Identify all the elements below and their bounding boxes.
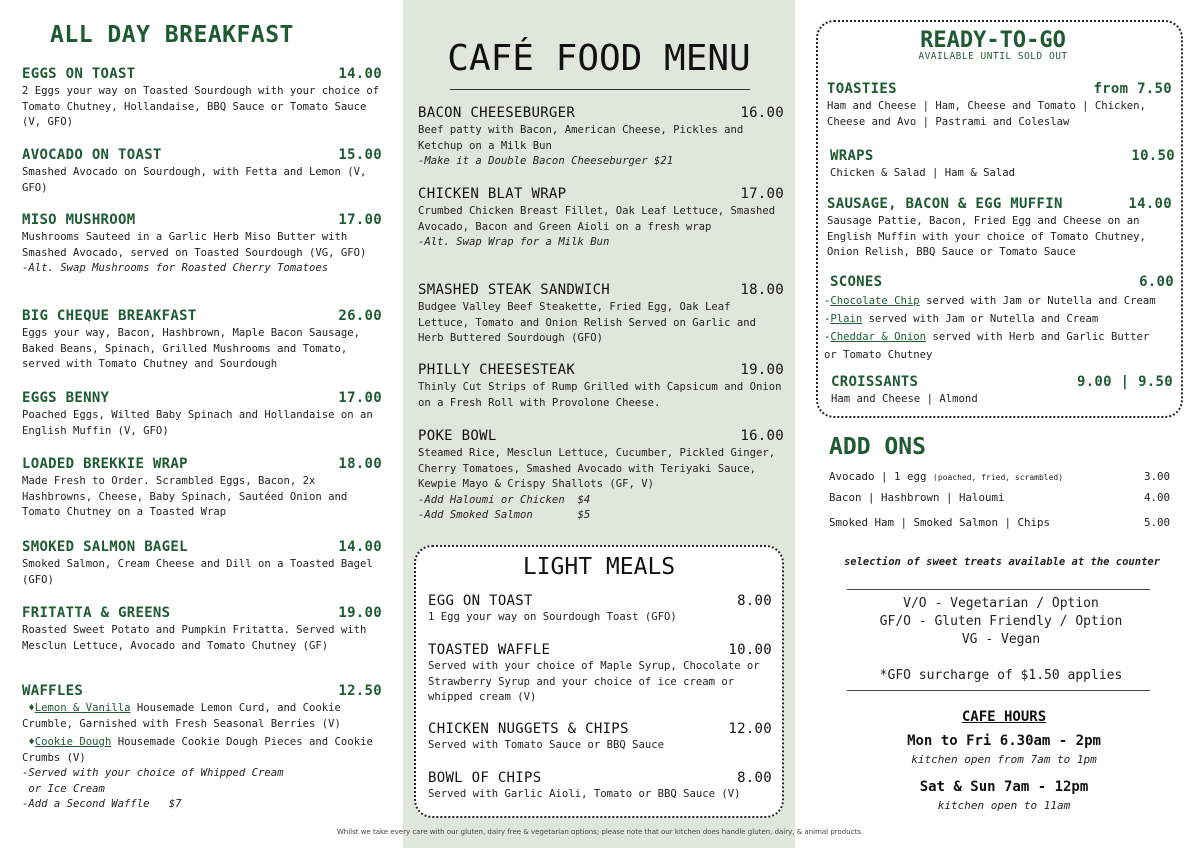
item-price: 10.00 bbox=[728, 642, 772, 658]
dash: - bbox=[824, 313, 831, 325]
item-description: Thinly Cut Strips of Rump Grilled with Capsicum and Onion on a Fresh Roll with Provolone Cheese. bbox=[418, 381, 782, 409]
waffle-option-desc: Housemade Lemon Curd, and Cookie Crumble, Garnished with Fresh Seasonal Berries (V) bbox=[22, 702, 341, 730]
waffle-option-cookie-dough bbox=[22, 735, 382, 766]
addon-price: 5.00 bbox=[1143, 516, 1170, 529]
item-name: SMASHED STEAK SANDWICH bbox=[418, 282, 611, 298]
scone-option-desc: served with Jam or Nutella and Cream bbox=[862, 313, 1099, 325]
addon-price: 4.00 bbox=[1143, 491, 1170, 504]
scone-option-name: Cheddar & Onion bbox=[830, 331, 927, 343]
item-name: TOASTIES bbox=[827, 81, 897, 97]
item-price: 18.00 bbox=[740, 282, 784, 298]
item-price: 12.50 bbox=[338, 683, 382, 699]
diamond-bullet-icon: ♦ bbox=[28, 702, 35, 714]
item-description: Budgee Valley Beef Steakette, Fried Egg, Oak Leaf Lettuce, Tomato and Onion Relish Served on Garlic and Herb Buttered Sourdough (GFO) bbox=[418, 301, 757, 344]
waffle-option-name: Lemon & Vanilla bbox=[34, 702, 131, 714]
item-name: LOADED BREKKIE WRAP bbox=[22, 456, 188, 472]
menu-item-smoked-salmon-bagel bbox=[22, 539, 382, 588]
item-price: 17.00 bbox=[740, 186, 784, 202]
waffle-note: -Served with your choice of Whipped Cream bbox=[22, 767, 284, 779]
menu-item-eggs-benny bbox=[22, 390, 382, 439]
item-description: Made Fresh to Order. Scrambled Eggs, Bacon, 2x Hashbrowns, Cheese, Baby Spinach, Sautéed Onion and Tomato Chutney on a Toasted Wrap bbox=[22, 475, 348, 518]
item-description: Served with Tomato Sauce or BBQ Sauce bbox=[428, 739, 664, 751]
item-alternative: -Alt. Swap Mushrooms for Roasted Cherry Tomatoes bbox=[22, 262, 329, 274]
item-description: Beef patty with Bacon, American Cheese, Pickles and Ketchup on a Milk Bun bbox=[418, 124, 744, 152]
light-item-egg-on-toast bbox=[428, 593, 772, 626]
weekday-hours: Mon to Fri 6.30am - 2pm bbox=[907, 733, 1101, 749]
addon-price: 3.00 bbox=[1143, 470, 1170, 483]
item-name: BIG CHEQUE BREAKFAST bbox=[22, 308, 197, 324]
addon-row bbox=[829, 516, 1170, 529]
dash: - bbox=[824, 295, 831, 307]
item-price: 10.50 bbox=[1131, 148, 1175, 164]
menu-item-smashed-steak-sandwich bbox=[418, 282, 784, 347]
divider bbox=[847, 690, 1150, 691]
item-description: 2 Eggs your way on Toasted Sourdough with your choice of Tomato Chutney, Hollandaise, BBQ Sauce or Tomato Sauce (V, GFO) bbox=[22, 85, 380, 128]
dash: - bbox=[824, 331, 831, 343]
item-name: WRAPS bbox=[830, 148, 874, 164]
item-addon: -Add Haloumi or Chicken $4 bbox=[418, 493, 591, 506]
light-item-toasted-waffle bbox=[428, 642, 772, 706]
item-description: Chicken & Salad | Ham & Salad bbox=[830, 167, 1015, 179]
legend-vegetarian: V/O - Vegetarian / Option bbox=[903, 596, 1099, 611]
item-name: BACON CHEESEBURGER bbox=[418, 105, 576, 121]
light-meals-title: LIGHT MEALS bbox=[522, 554, 676, 580]
waffle-option-lemon-vanilla bbox=[22, 701, 382, 732]
item-name: SCONES bbox=[830, 274, 883, 290]
light-item-bowl-of-chips bbox=[428, 770, 772, 803]
menu-item-poke-bowl bbox=[418, 428, 784, 524]
item-description: 1 Egg your way on Sourdough Toast (GFO) bbox=[428, 611, 677, 623]
item-alternative: -Alt. Swap Wrap for a Milk Bun bbox=[418, 236, 610, 248]
item-price: 18.00 bbox=[338, 456, 382, 472]
allergen-disclaimer: Whilst we take every care with our gluten, dairy free & vegetarian options; please note that our kitchen does handle gluten, dairy, & animal products. bbox=[336, 828, 864, 836]
item-description: Crumbed Chicken Breast Fillet, Oak Leaf Lettuce, Smashed Avocado, Bacon and Green Aioli on a fresh wrap bbox=[418, 205, 776, 233]
cafe-hours-title: CAFE HOURS bbox=[961, 709, 1047, 725]
item-description: Served with Garlic Aioli, Tomato or BBQ Sauce (V) bbox=[428, 788, 741, 800]
item-name: EGGS ON TOAST bbox=[22, 66, 136, 82]
legend-vegan: VG - Vegan bbox=[961, 632, 1041, 647]
item-description: Roasted Sweet Potato and Pumpkin Fritatta. Served with Mesclun Lettuce, Avocado and Tomato Chutney (GF) bbox=[22, 624, 367, 652]
rtg-item-toasties bbox=[827, 81, 1172, 130]
scone-option-desc: served with Jam or Nutella and Cream bbox=[919, 295, 1156, 307]
add-ons-title: ADD ONS bbox=[829, 434, 926, 460]
item-price: 14.00 bbox=[1128, 196, 1172, 212]
title-divider bbox=[450, 89, 750, 90]
menu-item-eggs-on-toast bbox=[22, 66, 382, 131]
addon-row bbox=[829, 491, 1170, 504]
ready-to-go-subtitle: AVAILABLE UNTIL SOLD OUT bbox=[918, 51, 1068, 62]
gfo-surcharge-note: *GFO surcharge of $1.50 applies bbox=[879, 668, 1123, 683]
item-name: MISO MUSHROOM bbox=[22, 212, 136, 228]
weekday-kitchen-hours: kitchen open from 7am to 1pm bbox=[911, 753, 1097, 766]
item-price: 26.00 bbox=[338, 308, 382, 324]
item-price: 14.00 bbox=[338, 539, 382, 555]
addon-row bbox=[829, 470, 1170, 483]
menu-item-chicken-blat-wrap bbox=[418, 186, 784, 251]
item-description: Ham and Cheese | Almond bbox=[831, 393, 978, 405]
item-alternative: -Make it a Double Bacon Cheeseburger $21 bbox=[418, 155, 674, 167]
scone-option-chocolate-chip bbox=[824, 292, 1174, 310]
weekend-kitchen-hours: kitchen open to 11am bbox=[937, 799, 1071, 812]
menu-item-big-cheque-breakfast bbox=[22, 308, 382, 373]
addon-label: Smoked Ham | Smoked Salmon | Chips bbox=[829, 516, 1051, 529]
item-name: CHICKEN NUGGETS & CHIPS bbox=[428, 721, 629, 737]
addon-note: (poached, fried, scrambled) bbox=[933, 473, 1064, 482]
item-price: 8.00 bbox=[737, 593, 772, 609]
item-price: 6.00 bbox=[1139, 274, 1174, 290]
menu-item-waffles bbox=[22, 683, 382, 813]
item-name: SAUSAGE, BACON & EGG MUFFIN bbox=[827, 196, 1063, 212]
item-description: Eggs your way, Bacon, Hashbrown, Maple Bacon Sausage, Baked Beans, Spinach, Grilled Mushrooms and Tomato, served with Tomato Chutney and Sourdough bbox=[22, 327, 361, 370]
item-name: BOWL OF CHIPS bbox=[428, 770, 542, 786]
addon-label: Avocado | 1 egg bbox=[829, 470, 934, 483]
item-addon: -Add Smoked Salmon $5 bbox=[418, 509, 591, 521]
divider bbox=[847, 589, 1150, 590]
menu-item-philly-cheesesteak bbox=[418, 362, 784, 411]
scone-option-name: Plain bbox=[830, 313, 863, 325]
item-description: Served with your choice of Maple Syrup, Chocolate or Strawberry Syrup and your choice of ice cream or whipped cream (V) bbox=[428, 660, 760, 703]
item-price: 17.00 bbox=[338, 390, 382, 406]
waffle-note: or Ice Cream bbox=[22, 782, 105, 795]
item-price: from 7.50 bbox=[1093, 81, 1172, 97]
item-name: POKE BOWL bbox=[418, 428, 497, 444]
item-name: SMOKED SALMON BAGEL bbox=[22, 539, 188, 555]
item-name: WAFFLES bbox=[22, 683, 84, 699]
waffle-note: -Add a Second Waffle $7 bbox=[22, 798, 182, 810]
menu-title: CAFÉ FOOD MENU bbox=[447, 38, 751, 79]
item-price: 14.00 bbox=[338, 66, 382, 82]
item-price: 19.00 bbox=[740, 362, 784, 378]
scone-option-plain bbox=[824, 310, 1174, 328]
scone-option-desc: served with Herb and Garlic Butter bbox=[926, 331, 1150, 343]
item-description: Steamed Rice, Mesclun Lettuce, Cucumber, Pickled Ginger, Cherry Tomatoes, Smashed Avocado with Teriyaki Sauce, Kewpie Mayo & Crispy Shallots (GF, V) bbox=[418, 447, 776, 490]
item-price: 8.00 bbox=[737, 770, 772, 786]
sweet-treats-note: selection of sweet treats available at the counter bbox=[843, 556, 1161, 568]
weekend-hours: Sat & Sun 7am - 12pm bbox=[919, 779, 1089, 795]
item-name: EGG ON TOAST bbox=[428, 593, 533, 609]
legend-gluten-friendly: GF/O - Gluten Friendly / Option bbox=[879, 614, 1123, 629]
item-description: Sausage Pattie, Bacon, Fried Egg and Cheese on an English Muffin with your choice of Tomato Chutney, Onion Relish, BBQ Sauce or Tomato Sauce bbox=[827, 215, 1146, 258]
item-price: 9.00 | 9.50 bbox=[1076, 374, 1173, 390]
item-price: 15.00 bbox=[338, 147, 382, 163]
item-description: Mushrooms Sauteed in a Garlic Herb Miso Butter with Smashed Avocado, served on Toasted Sourdough (VG, GFO) bbox=[22, 231, 367, 259]
menu-item-avocado-on-toast bbox=[22, 147, 382, 196]
item-name: PHILLY CHEESESTEAK bbox=[418, 362, 576, 378]
rtg-item-wraps bbox=[830, 148, 1175, 182]
waffle-option-desc: Housemade Cookie Dough Pieces and Cookie Crumbs (V) bbox=[22, 736, 373, 764]
item-price: 16.00 bbox=[740, 105, 784, 121]
diamond-bullet-icon: ♦ bbox=[28, 736, 35, 748]
rtg-item-sausage-muffin bbox=[827, 196, 1172, 261]
item-price: 16.00 bbox=[740, 428, 784, 444]
addon-label: Bacon | Hashbrown | Haloumi bbox=[829, 491, 1005, 504]
item-price: 17.00 bbox=[338, 212, 382, 228]
scone-option-name: Chocolate Chip bbox=[830, 295, 920, 307]
item-price: 12.00 bbox=[728, 721, 772, 737]
item-description: Poached Eggs, Wilted Baby Spinach and Hollandaise on an English Muffin (V, GFO) bbox=[22, 409, 373, 437]
scone-option-continued: or Tomato Chutney bbox=[824, 349, 933, 361]
waffle-option-name: Cookie Dough bbox=[34, 736, 112, 748]
menu-item-fritatta-greens bbox=[22, 605, 382, 654]
item-name: TOASTED WAFFLE bbox=[428, 642, 551, 658]
item-name: AVOCADO ON TOAST bbox=[22, 147, 162, 163]
menu-item-loaded-brekkie-wrap bbox=[22, 456, 382, 521]
scone-option-cheddar-onion bbox=[824, 328, 1174, 346]
menu-item-bacon-cheeseburger bbox=[418, 105, 784, 170]
item-description: Smashed Avocado on Sourdough, with Fetta and Lemon (V, GFO) bbox=[22, 166, 367, 194]
rtg-item-scones bbox=[824, 274, 1174, 364]
item-price: 19.00 bbox=[338, 605, 382, 621]
item-name: EGGS BENNY bbox=[22, 390, 110, 406]
item-name: FRITATTA & GREENS bbox=[22, 605, 171, 621]
rtg-item-croissants bbox=[831, 374, 1173, 408]
item-name: CHICKEN BLAT WRAP bbox=[418, 186, 567, 202]
item-description: Smoked Salmon, Cream Cheese and Dill on a Toasted Bagel (GFO) bbox=[22, 558, 373, 586]
item-description: Ham and Cheese | Ham, Cheese and Tomato | Chicken, Cheese and Avo | Pastrami and Coleslaw bbox=[827, 100, 1146, 128]
item-name: CROISSANTS bbox=[831, 374, 919, 390]
breakfast-section-title: ALL DAY BREAKFAST bbox=[50, 22, 294, 48]
ready-to-go-title: READY-TO-GO bbox=[920, 28, 1066, 53]
menu-item-miso-mushroom bbox=[22, 212, 382, 277]
light-item-chicken-nuggets bbox=[428, 721, 772, 754]
